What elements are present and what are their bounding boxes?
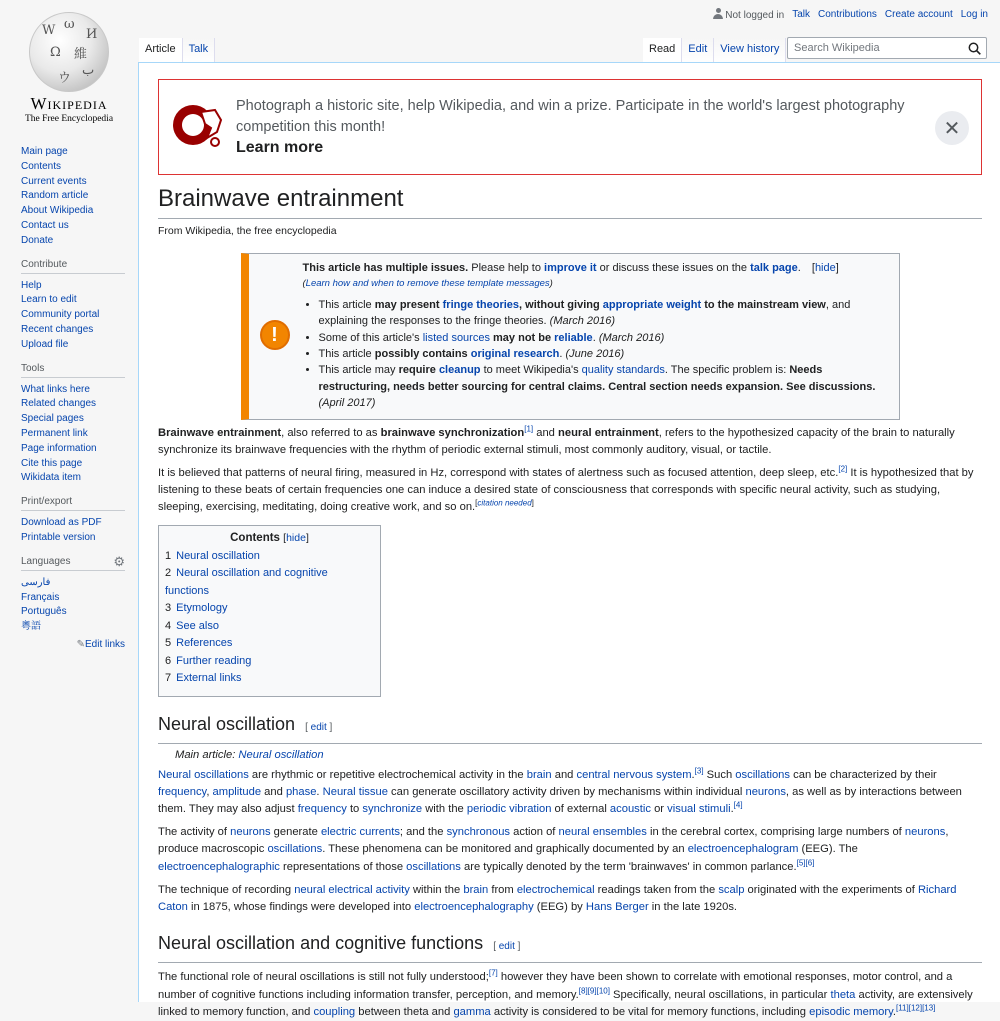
sidebar-item-lang-yue[interactable]: 粵語 — [21, 621, 41, 633]
cn-close: ] — [531, 498, 534, 508]
tab-article[interactable]: Article — [139, 38, 183, 63]
inline-text: (EEG) by — [533, 901, 586, 914]
inline-text: The functional role of neural oscillations is still not fully understood; — [158, 971, 489, 984]
ref-11[interactable]: [11] — [895, 1002, 909, 1012]
lead1-text-1: , also referred to as — [281, 426, 381, 439]
inline-text: of external — [551, 803, 610, 816]
toc-num: 7 — [165, 672, 172, 685]
sidebar-item-wikidata-item[interactable]: Wikidata item — [21, 472, 82, 484]
lead1-bold-3: neural entrainment — [558, 426, 659, 439]
issues-lead-bold: This article has multiple issues. — [302, 262, 469, 274]
toc-num: 4 — [165, 619, 172, 632]
inline-link[interactable]: acoustic — [609, 803, 651, 816]
inline-link[interactable]: electroencephalography — [414, 901, 534, 914]
listed-sources-link[interactable]: listed sources — [422, 331, 490, 344]
create-account-link[interactable]: Create account — [884, 9, 953, 20]
languages-heading-label: Languages — [21, 555, 71, 567]
talk-link[interactable]: Talk — [792, 9, 810, 20]
inline-link[interactable]: Hans Berger — [585, 901, 649, 914]
toc-num: 3 — [165, 602, 172, 615]
toc-num: 1 — [165, 549, 172, 562]
hatnote-link[interactable]: Neural oscillation — [238, 748, 324, 761]
issue-original-research — [319, 346, 891, 362]
ref-8[interactable]: [8] — [578, 985, 588, 995]
issue-sources — [319, 330, 891, 346]
inline-text: . These phenomena can be monitored and graphically documented by an — [322, 843, 688, 856]
section2-paragraph-1 — [158, 969, 982, 1021]
toc-link[interactable]: Further reading — [176, 654, 252, 667]
learn-how-link[interactable]: Learn how and when to remove these template messages — [305, 278, 550, 290]
ref-10[interactable]: [10] — [596, 985, 610, 995]
cleanup-link[interactable]: cleanup — [438, 364, 481, 377]
sidebar-item-lang-pt[interactable]: Português — [21, 606, 67, 618]
issue-fringe — [319, 297, 891, 330]
inline-text: originated with the experiments of — [744, 883, 918, 896]
contribute-portal — [21, 259, 125, 353]
print-portal — [21, 496, 125, 546]
toc-link[interactable]: External links — [176, 672, 242, 685]
edit-links-label[interactable]: Edit links — [84, 638, 125, 650]
search-icon[interactable] — [968, 42, 981, 55]
issue3-text-a: This article — [318, 348, 375, 361]
inline-link[interactable]: neurons — [230, 826, 271, 839]
sidebar — [21, 145, 125, 660]
issues-lead: This article has multiple issues. Please help to improve it or discuss these issues on the talk page. [hide] — [302, 262, 839, 274]
sidebar-item-community-portal[interactable]: Community portal — [21, 309, 100, 321]
tagline: The Free Encyclopedia — [24, 114, 114, 124]
inline-text: , — [206, 785, 213, 798]
inline-text: or — [650, 803, 668, 816]
ref-9[interactable]: [9] — [587, 985, 597, 995]
toc-item[interactable] — [165, 635, 374, 653]
inline-link[interactable]: neural ensembles — [558, 826, 647, 839]
ref-13[interactable]: [13] — [922, 1002, 936, 1012]
issue1-text-e: , and explaining the responses to the fringe theories. — [318, 298, 851, 328]
toc-num: 5 — [165, 637, 172, 650]
issue2-text-b: may not be — [489, 331, 555, 344]
toc-title: Contents [hide] — [230, 531, 309, 544]
lead-paragraph-1 — [158, 425, 982, 459]
table-of-contents — [158, 525, 381, 697]
issue2-text-c: . — [592, 331, 596, 344]
inline-link[interactable]: neurons — [904, 826, 946, 839]
toc-hide-link[interactable]: hide — [286, 531, 306, 544]
hatnote-label: Main article: — [175, 748, 239, 761]
inline-link[interactable]: electroencephalographic — [158, 860, 280, 873]
appropriate-weight-link[interactable]: appropriate weight — [602, 298, 702, 311]
inline-text: can generate oscillatory activity driven by mechanisms within individual — [387, 785, 746, 798]
sidebar-item-upload-file[interactable]: Upload file — [21, 338, 69, 350]
inline-link[interactable]: electrochemical — [516, 883, 595, 896]
inline-text: The technique of recording — [158, 883, 295, 896]
section2-edit-link[interactable]: edit — [498, 941, 515, 953]
section-heading-neural-oscillation: Neural oscillation [ edit ] — [158, 711, 982, 744]
issue4-text-b: require — [398, 364, 439, 377]
issue2-date: (March 2016) — [598, 331, 665, 344]
toc-title-label: Contents — [230, 531, 280, 544]
sidebar-item-main-page[interactable]: Main page — [21, 146, 68, 157]
ref-12[interactable]: [12] — [908, 1002, 923, 1012]
inline-link[interactable]: oscillations — [267, 843, 323, 856]
inline-link[interactable]: episodic memory — [809, 1005, 893, 1018]
learn-how-line: (Learn how and when to remove these template messages) — [302, 278, 553, 290]
sidebar-item-current-events[interactable]: Current events — [21, 175, 87, 187]
contributions-link[interactable]: Contributions — [818, 9, 877, 20]
inline-link[interactable]: oscillations — [406, 860, 461, 873]
inline-link[interactable]: neurons — [745, 785, 786, 798]
ref-5[interactable]: [5] — [796, 857, 806, 867]
inline-text: . — [316, 785, 323, 798]
inline-link[interactable]: amplitude — [212, 785, 262, 798]
inline-text: in 1875, whose findings were developed into — [187, 901, 415, 914]
ref-7[interactable]: [7] — [488, 968, 498, 978]
inline-link[interactable]: Neural oscillations — [158, 768, 249, 781]
inline-text: within the — [409, 883, 464, 896]
user-icon — [713, 8, 723, 19]
inline-text: Specifically, neural oscillations, in particular — [609, 988, 831, 1001]
languages-heading — [21, 553, 125, 571]
section1-paragraph-3 — [158, 882, 982, 916]
issue1-date: (March 2016) — [549, 315, 616, 328]
issue1-text-a: This article — [318, 298, 375, 311]
section1-edit-link[interactable]: edit — [310, 721, 327, 733]
inline-text: to — [346, 803, 363, 816]
tab-talk[interactable]: Talk — [183, 38, 216, 63]
inline-link[interactable]: oscillations — [735, 768, 791, 781]
issues-lead-text-2: or discuss these issues on the — [596, 262, 751, 274]
toc-item[interactable] — [165, 670, 374, 688]
inline-text: Such — [703, 768, 736, 781]
gear-icon[interactable]: ⚙ — [113, 553, 125, 569]
toc-link[interactable]: Neural oscillation and cognitive functions — [165, 567, 328, 597]
languages-portal — [21, 553, 125, 650]
globe-icon: W ω И Ω 維 ウ ب — [29, 12, 109, 92]
pencil-icon: ✎ — [76, 638, 85, 650]
inline-text: activity, are extensively linked to memory function, and — [158, 988, 973, 1018]
sidebar-item-learn-to-edit[interactable]: Learn to edit — [21, 294, 77, 306]
print-heading: Print/export — [21, 496, 125, 511]
personal-tools — [713, 8, 988, 21]
sidebar-item-page-information[interactable]: Page information — [21, 442, 97, 454]
inline-link[interactable]: synchronize — [362, 803, 423, 816]
cn-open: [ — [475, 498, 478, 508]
lead1-bold-1: Brainwave entrainment — [158, 426, 282, 439]
toc-item[interactable] — [165, 653, 374, 671]
inline-text: readings taken from the — [594, 883, 719, 896]
sidebar-item-download-pdf[interactable]: Download as PDF — [21, 517, 102, 529]
inline-link[interactable]: frequency — [158, 785, 207, 798]
lead1-text-3: , refers to the hypothesized capacity of the brain to naturally synchronize its brainwave frequencies with the rhythm of periodic external stimuli, most commonly auditory, visual, or tactile. — [158, 426, 955, 456]
edit-links[interactable] — [21, 639, 125, 650]
namespace-tabs — [139, 38, 215, 63]
sidebar-item-help[interactable]: Help — [21, 279, 42, 291]
search-input[interactable] — [787, 37, 987, 59]
inline-text: generate — [270, 826, 321, 839]
wikipedia-logo[interactable] — [0, 0, 138, 130]
ref-6[interactable]: [6] — [805, 857, 815, 867]
sidebar-item-related-changes[interactable]: Related changes — [21, 398, 97, 410]
lead2-text-1: It is believed that patterns of neural firing, measured in Hz, correspond with states of alertness such as focused attention, deep sleep, etc. — [158, 467, 839, 480]
inline-text: , as well as by interactions between them. They may also adjust — [158, 785, 962, 816]
hatnote — [158, 749, 982, 761]
toc-item[interactable] — [165, 618, 374, 636]
inline-text: . — [892, 1005, 896, 1018]
hide-issues-link[interactable]: hide — [814, 262, 836, 274]
ref-3[interactable]: [3] — [694, 765, 704, 775]
sidebar-item-cite-this-page[interactable]: Cite this page — [21, 457, 83, 469]
exclamation-icon: ! — [260, 320, 290, 350]
sidebar-item-random-article[interactable]: Random article — [21, 190, 89, 202]
issue3-text-c: . — [559, 348, 563, 361]
sidebar-item-contents[interactable]: Contents — [21, 160, 62, 172]
inline-text: (EEG). The — [798, 843, 858, 856]
multiple-issues-box — [241, 253, 900, 420]
inline-link[interactable]: synchronous — [446, 826, 511, 839]
tab-view-history[interactable]: View history — [714, 38, 786, 63]
lead2-text-2: It is hypothesized that by listening to these beats of certain frequencies one can induce a desired state of consciousness that corresponds with specific neural activity, such as studying, sleeping, exercising, meditating, doing creative work, and so on. — [158, 467, 974, 514]
sidebar-item-lang-fr[interactable]: Français — [21, 591, 60, 603]
original-research-link[interactable]: original research — [470, 348, 560, 361]
sidebar-item-donate[interactable]: Donate — [21, 234, 54, 246]
inline-link[interactable]: Neural tissue — [322, 785, 388, 798]
inline-text: , produce macroscopic — [158, 826, 949, 856]
inline-link[interactable]: Richard Caton — [158, 883, 957, 914]
page-title: Brainwave entrainment — [158, 183, 982, 219]
site-subtitle: From Wikipedia, the free encyclopedia — [158, 225, 337, 237]
inline-text: representations of those — [279, 860, 407, 873]
toc-num: 6 — [165, 654, 172, 667]
sidebar-item-contact-us[interactable]: Contact us — [21, 219, 69, 231]
issues-lead-text-3: . — [797, 262, 801, 274]
toc-link[interactable]: References — [176, 637, 233, 650]
inline-text: in the cerebral cortex, comprising large numbers of — [646, 826, 905, 839]
close-icon[interactable]: ✕ — [935, 111, 969, 145]
learn-more-link[interactable]: Learn more — [236, 139, 324, 156]
sidebar-item-recent-changes[interactable]: Recent changes — [21, 323, 94, 335]
tab-edit[interactable]: Edit — [682, 38, 714, 63]
issue2-text-a: Some of this article's — [318, 331, 423, 344]
issue4-text-d: . The specific problem is: — [664, 364, 790, 377]
log-in-link[interactable]: Log in — [960, 9, 988, 20]
lead-paragraph-2 — [158, 465, 982, 517]
inline-link[interactable]: brain — [526, 768, 552, 781]
inline-text: and — [551, 768, 577, 781]
tools-heading: Tools — [21, 363, 125, 378]
toc-item[interactable] — [165, 565, 374, 600]
inline-text: in the late 1920s. — [648, 901, 738, 914]
not-logged-in — [713, 8, 784, 21]
inline-link[interactable]: visual stimuli — [667, 803, 731, 816]
inline-text: and — [261, 785, 286, 798]
sidebar-item-what-links-here[interactable]: What links here — [21, 383, 90, 395]
reliable-link[interactable]: reliable — [554, 331, 593, 344]
inline-text: The activity of — [158, 826, 231, 839]
issues-lead-text-1: Please help to — [468, 262, 545, 274]
inline-link[interactable]: electric currents — [320, 826, 400, 839]
inline-link[interactable]: central nervous system — [576, 768, 692, 781]
inline-link[interactable]: scalp — [718, 883, 745, 896]
inline-link[interactable]: brain — [463, 883, 489, 896]
inline-text: action of — [510, 826, 559, 839]
sidebar-item-special-pages[interactable]: Special pages — [21, 413, 84, 425]
inline-text: can be characterized by their — [790, 768, 937, 781]
toc-item[interactable] — [165, 548, 374, 566]
navigation-portal — [21, 145, 125, 249]
inline-text: with the — [422, 803, 467, 816]
issue3-date: (June 2016) — [565, 348, 625, 361]
issue4-date: (April 2017) — [318, 397, 376, 410]
inline-text: . — [691, 768, 695, 781]
photo-contest-logo — [171, 102, 223, 148]
section1-title: Neural oscillation — [158, 713, 296, 734]
issue4-text-c: to meet Wikipedia's — [480, 364, 582, 377]
inline-link[interactable]: phase — [285, 785, 317, 798]
quality-standards-link[interactable]: quality standards — [581, 364, 665, 377]
not-logged-in-label: Not logged in — [725, 10, 785, 21]
inline-link[interactable]: electroencephalogram — [687, 843, 799, 856]
section1-paragraph-1 — [158, 767, 982, 819]
lead1-text-2: and — [533, 426, 559, 439]
inline-link[interactable]: frequency — [297, 803, 347, 816]
ref-2[interactable]: [2] — [838, 464, 848, 474]
section2-title: Neural oscillation and cognitive functions — [158, 933, 484, 954]
issue1-text-b: may present — [374, 298, 443, 311]
ref-4[interactable]: [4] — [733, 800, 743, 810]
view-tabs — [643, 38, 786, 63]
ref-1[interactable]: [1] — [524, 423, 534, 433]
inline-link[interactable]: gamma — [453, 1005, 491, 1018]
citation-needed-link[interactable]: citation needed — [477, 498, 532, 508]
issues-list — [319, 297, 891, 412]
fringe-theories-link[interactable]: fringe theories — [442, 298, 520, 311]
inline-text: ; and the — [399, 826, 447, 839]
issue4-text-e: Needs restructuring, needs better sourcing for central claims. Central section needs expansion. See discussions. — [318, 364, 876, 393]
sidebar-item-printable-version[interactable]: Printable version — [21, 531, 96, 543]
issue1-text-c: , without giving — [519, 298, 603, 311]
section1-paragraph-2 — [158, 824, 982, 876]
lead1-bold-2: brainwave synchronization — [380, 426, 525, 439]
inline-link[interactable]: periodic vibration — [466, 803, 552, 816]
toc-link[interactable]: See also — [176, 619, 219, 632]
search-placeholder: Search Wikipedia — [794, 42, 880, 54]
banner-text: Photograph a historic site, help Wikipedia, and win a prize. Participate in the world's largest photography competition this month! — [236, 98, 905, 135]
wordmark: Wikipedia — [30, 94, 108, 113]
improve-it-link[interactable]: improve it — [544, 262, 597, 274]
campaign-banner — [158, 79, 982, 175]
inline-text: are typically denoted by the term 'brainwaves' in common parlance. — [460, 860, 797, 873]
talk-page-link[interactable]: talk page — [750, 262, 798, 274]
tab-read[interactable]: Read — [643, 38, 682, 63]
issue1-text-d: to the mainstream view — [701, 298, 826, 311]
toc-num: 2 — [165, 567, 172, 580]
sidebar-item-permanent-link[interactable]: Permanent link — [21, 427, 88, 439]
inline-text: are rhythmic or repetitive electrochemical activity in the — [248, 768, 527, 781]
issue3-text-b: possibly contains — [374, 348, 471, 361]
tools-portal — [21, 363, 125, 487]
inline-text: between theta and — [355, 1005, 454, 1018]
issue-cleanup — [319, 362, 891, 411]
inline-text: however they have been shown to correlate with emotional responses, motor control, and a number of cognitive functions including information transfer, perception, and memory. — [158, 971, 953, 1001]
inline-text: . — [730, 803, 734, 816]
inline-link[interactable]: coupling — [313, 1005, 356, 1018]
sidebar-item-about-wikipedia[interactable]: About Wikipedia — [21, 205, 94, 217]
toc-link[interactable]: Neural oscillation — [176, 549, 260, 562]
inline-text: from — [488, 883, 517, 896]
toc-item[interactable] — [165, 600, 374, 618]
sidebar-item-lang-fa[interactable]: فارسی — [21, 576, 51, 588]
main-content — [138, 62, 1000, 1018]
toc-link[interactable]: Etymology — [176, 602, 228, 615]
inline-link[interactable]: theta — [830, 988, 856, 1001]
inline-link[interactable]: neural electrical activity — [294, 883, 410, 896]
section-heading-cognitive-functions: Neural oscillation and cognitive functions [ edit ] — [158, 930, 982, 963]
inline-text: activity is considered to be vital for memory functions, including — [490, 1005, 810, 1018]
contribute-heading: Contribute — [21, 259, 125, 274]
issue4-text-a: This article may — [318, 364, 399, 377]
